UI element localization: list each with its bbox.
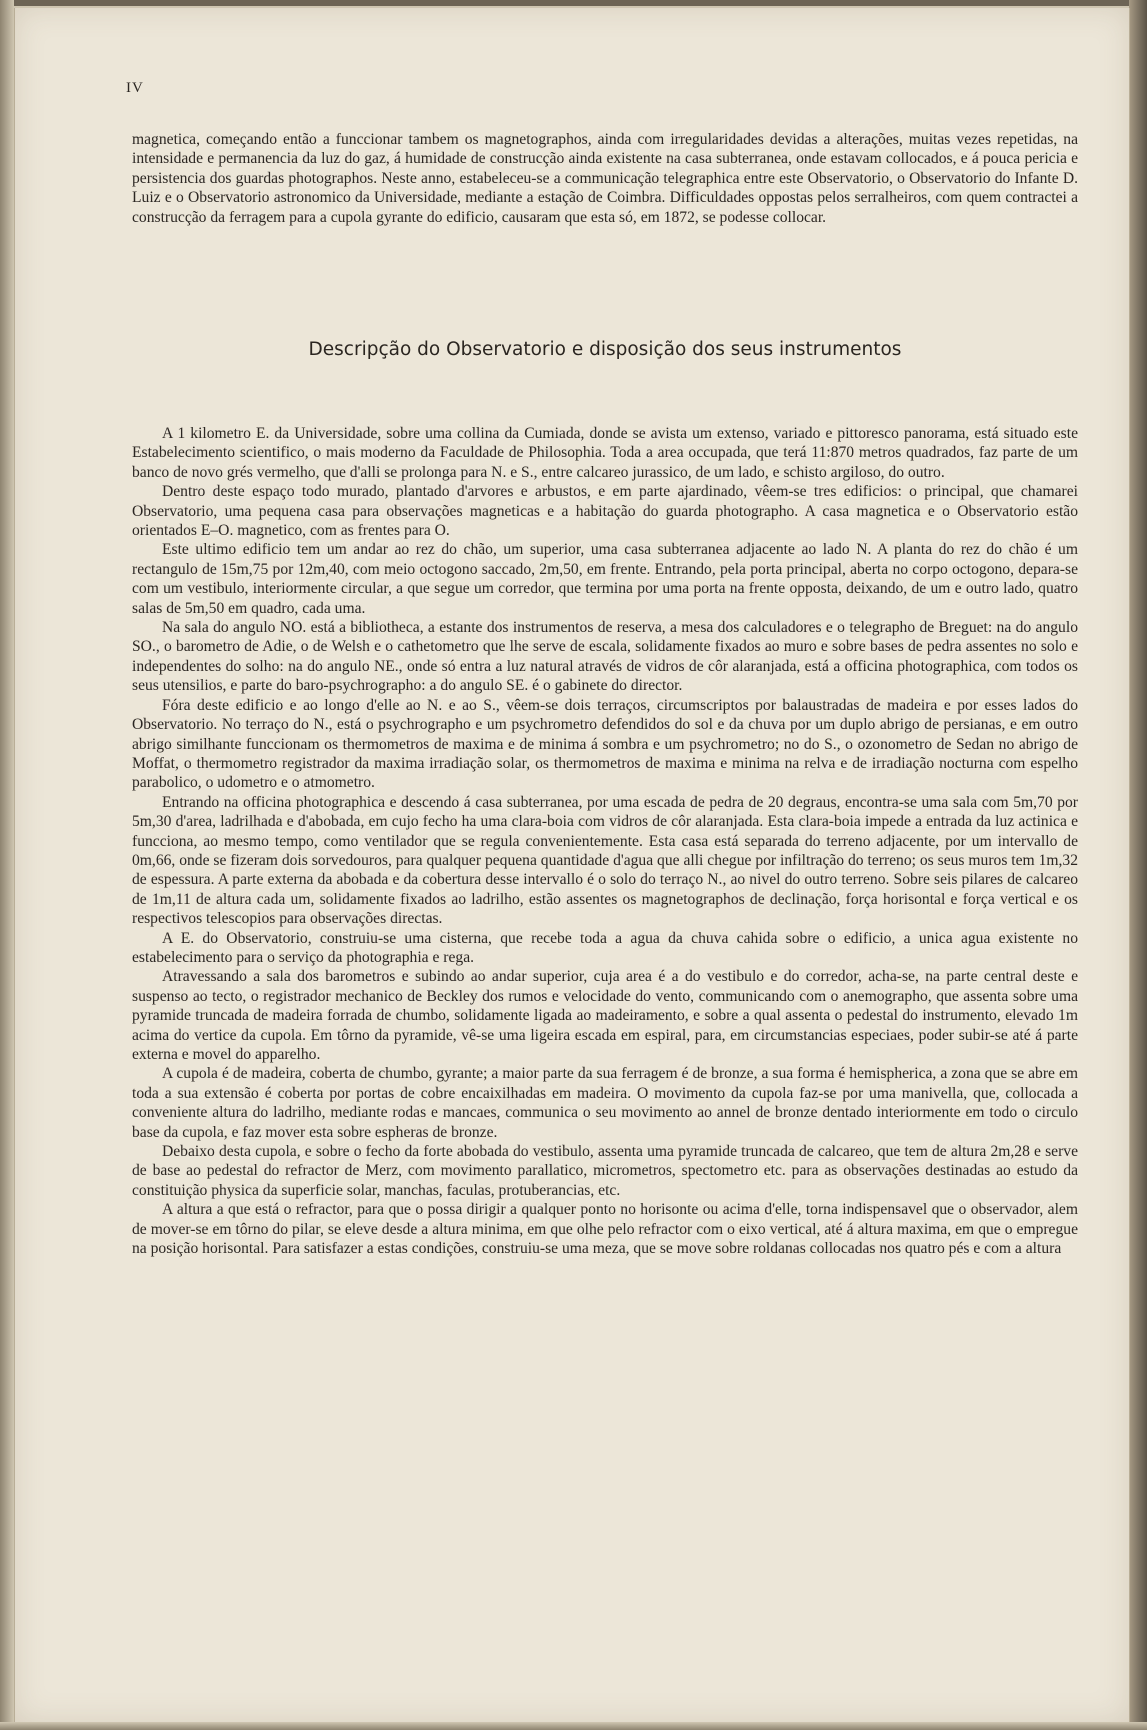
paragraph: Este ultimo edificio tem um andar ao rez do chão, um superior, uma casa subterranea adjacente ao lado N. A planta do rez do chão é um rectangulo de 15m,75 por 12m,40, com meio octogono saccado, 2m,50, em frente. Entrando, pela porta principal, aberta no corpo octogono, depara-se com um vestibulo, interiormente circular, a que segue um corredor, que termina por uma porta na frente opposta, deixando, de um e outro lado, quatro salas de 5m,50 em quadro, cada uma. [132, 541, 1078, 617]
paragraph: Dentro deste espaço todo murado, plantado d'arvores e arbustos, e em parte ajardinado, vêem-se tres edificios: o principal, que chamarei Observatorio, uma pequena casa para observações magneticas e a habitação do guarda photographo. A casa magnetica e o Observatorio estão orientados E–O. magnetico, com as frentes para O. [132, 483, 1078, 540]
intro-text [132, 130, 1078, 227]
paragraph: Debaixo desta cupola, e sobre o fecho da forte abobada do vestibulo, assenta uma pyramide truncada de calcareo, que tem de altura 2m,28 e serve de base ao pedestal do refractor de Merz, com movimento parallatico, micrometros, spectometro etc. para as observações destinadas ao estudo da constituição physica da superficie solar, manchas, faculas, protuberancias, etc. [132, 1143, 1078, 1199]
paragraph: A altura a que está o refractor, para que o possa dirigir a qualquer ponto no horisonte ou acima d'elle, torna indispensavel que o observador, alem de mover-se em tôrno do pilar, se eleve desde a altura minima, em que olhe pelo refractor com o eixo vertical, até á altura maxima, em que o empregue na posição horisontal. Para satisfazer a estas condições, construiu-se uma meza, que se move sobre roldanas collocadas nos quatro pés e com a altura [132, 1201, 1078, 1258]
page-number: IV [126, 80, 144, 96]
intro-paragraph: magnetica, começando então a funccionar tambem os magnetographos, ainda com irregularidades devidas a alterações, muitas vezes repetidas, na intensidade e permanencia da luz do gaz, á humidade de construcção ainda existente na casa subterranea, onde estavam collocados, e á pouca pericia e persistencia dos guardas photographos. Neste anno, estabeleceu-se a communicação telegraphica entre este Observatorio, o Observatorio do Infante D. Luiz e o Observatorio astronomico da Universidade, mediante a estação de Coimbra. Difficuldades oppostas pelos serralheiros, com quem contractei a construcção da ferragem para a cupola gyrante do edificio, causaram que esta só, em 1872, se podesse collocar. [132, 131, 1078, 226]
body-text [132, 424, 1078, 1258]
page-top-edge [0, 0, 1147, 6]
page-left-edge [0, 0, 14, 1730]
paragraph: A cupola é de madeira, coberta de chumbo, gyrante; a maior parte da sua ferragem é de bronze, a sua forma é hemispherica, a zona que se abre em toda a sua extensão é coberta por portas de cobre encaixilhadas em madeira. O movimento da cupola faz-se por uma manivella, que, collocada a conveniente altura do ladrilho, mediante rodas e mancaes, communica o seu movimento ao annel de bronze dentado interiormente em todo o circulo base da cupola, e faz mover esta sobre espheras de bronze. [132, 1065, 1078, 1141]
paragraph: Entrando na officina photographica e descendo á casa subterranea, por uma escada de pedra de 20 degraus, encontra-se uma sala com 5m,70 por 5m,30 d'area, ladrilhada e d'abobada, em cujo fecho ha uma clara-boia com vidros de côr alaranjada. Esta clara-boia impede a entrada da luz actinica e funcciona, ao mesmo tempo, como ventilador que se regula convenientemente. Esta casa está separada do terreno adjacente, por um intervallo de 0m,66, onde se fizeram dois sorvedouros, para qualquer pequena quantidade d'agua que alli chegue por infiltração do terreno; os seus muros tem 1m,32 de espessura. A parte externa da abobada e da cobertura desse intervallo é o solo do terraço N., ao nivel do outro terreno. Sobre seis pilares de calcareo de 1m,11 de altura cada um, solidamente fixados ao ladrilho, estão assentes os magnetographos de declinação, força horisontal e força vertical e os respectivos telescopios para observações directas. [132, 793, 1078, 928]
paragraph: Fóra deste edificio e ao longo d'elle ao N. e ao S., vêem-se dois terraços, circumscriptos por balaustradas de madeira e por esses lados do Observatorio. No terraço do N., está o psychrographo e um psychrometro defendidos do sol e da chuva por um duplo abrigo de persianas, e em outro abrigo similhante funccionam os thermometros de maxima e de minima á sombra e um psychrometro; no do S., o ozonometro de Sedan no abrigo de Moffat, o thermometro registrador da maxima irradiação solar, os thermometros de maxima e minima na relva e de irradiação nocturna com espelho parabolico, o udometro e o atmometro. [132, 696, 1078, 792]
paragraph: A 1 kilometro E. da Universidade, sobre uma collina da Cumiada, donde se avista um extenso, variado e pittoresco panorama, está situado este Estabelecimento scientifico, o mais moderno da Faculdade de Philosophia. Toda a area occupada, que terá 11:870 metros quadrados, faz parte de um banco de novo grés vermelho, que d'alli se prolonga para N. e S., entre calcareo jurassico, de um lado, e schisto argiloso, do outro. [132, 425, 1078, 481]
paragraph: Na sala do angulo NO. está a bibliotheca, a estante dos instrumentos de reserva, a mesa dos calculadores e o telegrapho de Breguet: na do angulo SO., o barometro de Adie, o de Welsh e o cathetometro que lhe serve de escala, solidamente fixados ao muro e sobre bases de pedra assentes no solo e independentes do solho: na do angulo NE., onde só entra a luz natural através de vidros de côr alaranjada, está a officina photographica, com todos os seus utensilios, e parte do baro-psychrographo: a do angulo SE. é o gabinete do director. [132, 619, 1078, 695]
paragraph: A E. do Observatorio, construiu-se uma cisterna, que recebe toda a agua da chuva cahida sobre o edificio, a unica agua existente no estabelecimento para o serviço da photographia e rega. [132, 929, 1078, 966]
section-heading: Descripção do Observatorio e disposição dos seus instrumentos [308, 339, 902, 360]
paragraph: Atravessando a sala dos barometros e subindo ao andar superior, cuja area é a do vestibulo e do corredor, acha-se, na parte central deste e suspenso ao tecto, o registrador mechanico de Beckley dos rumos e velocidade do vento, communicando com o anemographo, que assenta sobre uma pyramide truncada de madeira forrada de chumbo, solidamente ligada ao madeiramento, e sobre a qual assenta o pedestal do instrumento, elevado 1m acima do vertice da cupola. Em tôrno da pyramide, vê-se uma ligeira escada em espiral, para, em circumstancias especiaes, poder subir-se até á parte externa e movel do apparelho. [132, 968, 1078, 1063]
page-bottom-edge [0, 1722, 1147, 1730]
page-right-edge [1129, 0, 1147, 1730]
